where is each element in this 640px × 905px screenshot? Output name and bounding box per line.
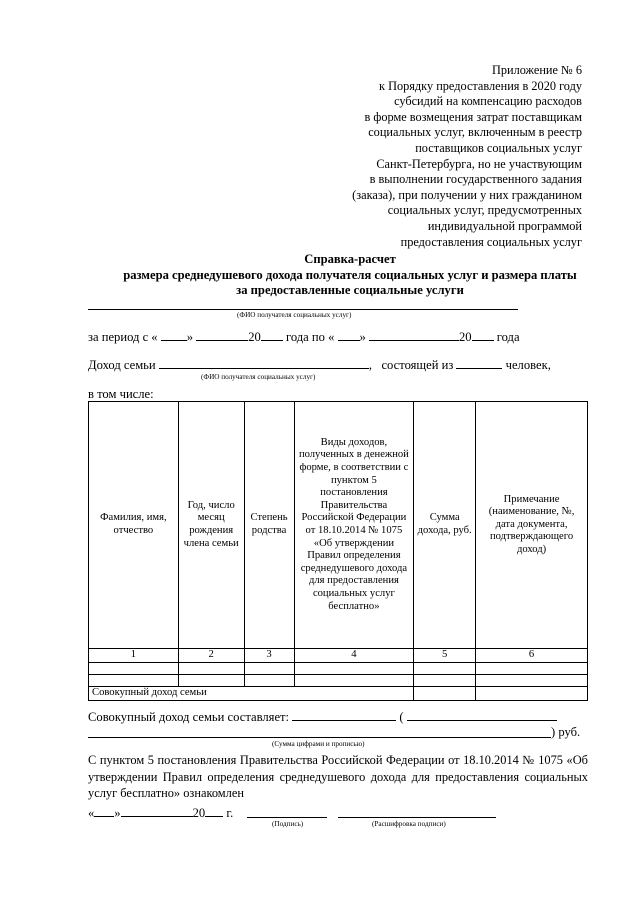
annex-line: социальных услуг, предусмотренных <box>387 203 582 218</box>
family-caption: (ФИО получателя социальных услуг) <box>201 373 316 381</box>
annex-line: индивидуальной программой <box>427 218 582 233</box>
family-income-line <box>88 356 551 373</box>
table-cell[interactable] <box>294 674 414 686</box>
column-header: Год, число месяц рождения члена семьи <box>178 402 244 649</box>
annex-line: поставщиков социальных услуг <box>415 140 582 155</box>
total-note-cell[interactable] <box>476 686 588 700</box>
annex-line: (заказа), при получении у них гражданином <box>352 187 582 202</box>
total-caption: (Сумма цифрами и прописью) <box>272 740 365 748</box>
sign-year: 20 <box>192 806 206 820</box>
acknowledgement-text: С пунктом 5 постановления Правительства Российской Федерации от 18.10.2014 № 1075 «Об утверждении Правил определения среднедушевого дохода для предоставления социальных услуг бесплатно» ознакомлен <box>88 753 588 800</box>
annex-header <box>322 63 582 250</box>
table-cell[interactable] <box>294 662 414 674</box>
date-close: » <box>114 806 121 820</box>
total-words-field-1[interactable] <box>407 708 557 721</box>
period-mid: года по « <box>285 330 335 344</box>
total-income-line <box>88 708 557 725</box>
recipient-caption: (ФИО получателя социальных услуг) <box>237 311 352 319</box>
annex-line: предоставления социальных услуг <box>400 234 582 249</box>
period-line <box>88 328 520 345</box>
column-number: 4 <box>294 649 414 663</box>
annex-line: в выполнении государственного задания <box>369 172 582 187</box>
column-number: 1 <box>89 649 179 663</box>
column-header: Виды доходов, полученных в денежной форме, в соответствии с пунктом 5 постановления Правительства Российской Федерации от 18.10.2014 № 1075 «Об утверждении Правил определения среднедушевого дохода для предоставления социальных услуг бесплатно» <box>294 402 414 649</box>
signature-caption: (Подпись) <box>272 820 304 828</box>
table-cell[interactable] <box>244 674 294 686</box>
period-to-year-field[interactable] <box>472 328 494 341</box>
period-close-quote-2: » <box>359 330 366 344</box>
date-open: « <box>88 806 95 820</box>
column-header: Примечание (наименование, №, дата документа, подтверждающего доход) <box>476 402 588 649</box>
signature-decoding-field[interactable] <box>338 817 496 818</box>
total-sum-cell[interactable] <box>414 686 476 700</box>
table-cell[interactable] <box>89 662 179 674</box>
table-cell[interactable] <box>414 674 476 686</box>
table-header-row <box>89 402 588 649</box>
period-prefix: за период с « <box>88 330 158 344</box>
recipient-name-field[interactable] <box>88 309 518 310</box>
annex-line: в форме возмещения затрат поставщикам <box>364 109 582 124</box>
sign-year-field[interactable] <box>205 804 223 817</box>
column-number: 3 <box>244 649 294 663</box>
document-title <box>40 252 640 299</box>
total-words-field-2[interactable] <box>88 737 551 738</box>
annex-line: субсидий на компенсацию расходов <box>394 94 582 109</box>
signature-date-line <box>88 804 233 821</box>
table-cell[interactable] <box>414 662 476 674</box>
total-row-label: Совокупный доход семьи <box>89 686 414 700</box>
signature-field[interactable] <box>247 817 327 818</box>
sign-month-field[interactable] <box>121 804 193 817</box>
column-number: 6 <box>476 649 588 663</box>
family-consisting: состоящей из <box>381 358 454 372</box>
total-close: ) руб. <box>551 725 581 739</box>
annex-line: социальных услуг, включенным в реестр <box>368 125 582 140</box>
period-close-quote: » <box>186 330 194 344</box>
period-from-year-field[interactable] <box>261 328 283 341</box>
period-from-month-field[interactable] <box>196 328 248 341</box>
total-amount-field[interactable] <box>292 708 396 721</box>
column-number-row <box>89 649 588 663</box>
total-row <box>89 686 588 700</box>
total-label: Совокупный доход семьи составляет: <box>88 710 290 724</box>
column-header: Сумма дохода, руб. <box>414 402 476 649</box>
family-name-field[interactable] <box>159 356 369 369</box>
column-number: 5 <box>414 649 476 663</box>
table-row[interactable] <box>89 674 588 686</box>
total-open-paren: ( <box>399 710 404 724</box>
family-label: Доход семьи <box>88 358 156 372</box>
table-cell[interactable] <box>476 674 588 686</box>
table-cell[interactable] <box>178 674 244 686</box>
column-number: 2 <box>178 649 244 663</box>
annex-line: Санкт-Петербурга, но не участвующим <box>376 156 582 171</box>
decoding-caption: (Расшифровка подписи) <box>372 820 446 828</box>
period-to-month-field[interactable] <box>369 328 459 341</box>
title-line-1: Справка-расчет <box>304 252 396 266</box>
table-cell[interactable] <box>178 662 244 674</box>
annex-line: к Порядку предоставления в 2020 году <box>379 78 582 93</box>
family-count-field[interactable] <box>456 356 502 369</box>
including-label: в том числе: <box>88 387 154 401</box>
family-comma: , <box>368 358 372 372</box>
table-row[interactable] <box>89 662 588 674</box>
table-cell[interactable] <box>89 674 179 686</box>
column-header: Степень родства <box>244 402 294 649</box>
period-to-day-field[interactable] <box>338 328 360 341</box>
column-header: Фамилия, имя, отчество <box>89 402 179 649</box>
title-line-2: размера среднедушевого дохода получателя социальных услуг и размера платы <box>123 267 577 282</box>
family-persons: человек, <box>505 358 551 372</box>
table-cell[interactable] <box>244 662 294 674</box>
period-year-1: 20 <box>248 330 261 344</box>
income-table <box>88 401 588 701</box>
period-from-day-field[interactable] <box>161 328 187 341</box>
title-line-3: за предоставленные социальные услуги <box>236 283 464 297</box>
period-suffix: года <box>496 330 520 344</box>
sign-year-suffix: г. <box>226 806 234 820</box>
sign-day-field[interactable] <box>94 804 114 817</box>
annex-line: Приложение № 6 <box>491 63 582 77</box>
period-year-2: 20 <box>459 330 472 344</box>
table-cell[interactable] <box>476 662 588 674</box>
